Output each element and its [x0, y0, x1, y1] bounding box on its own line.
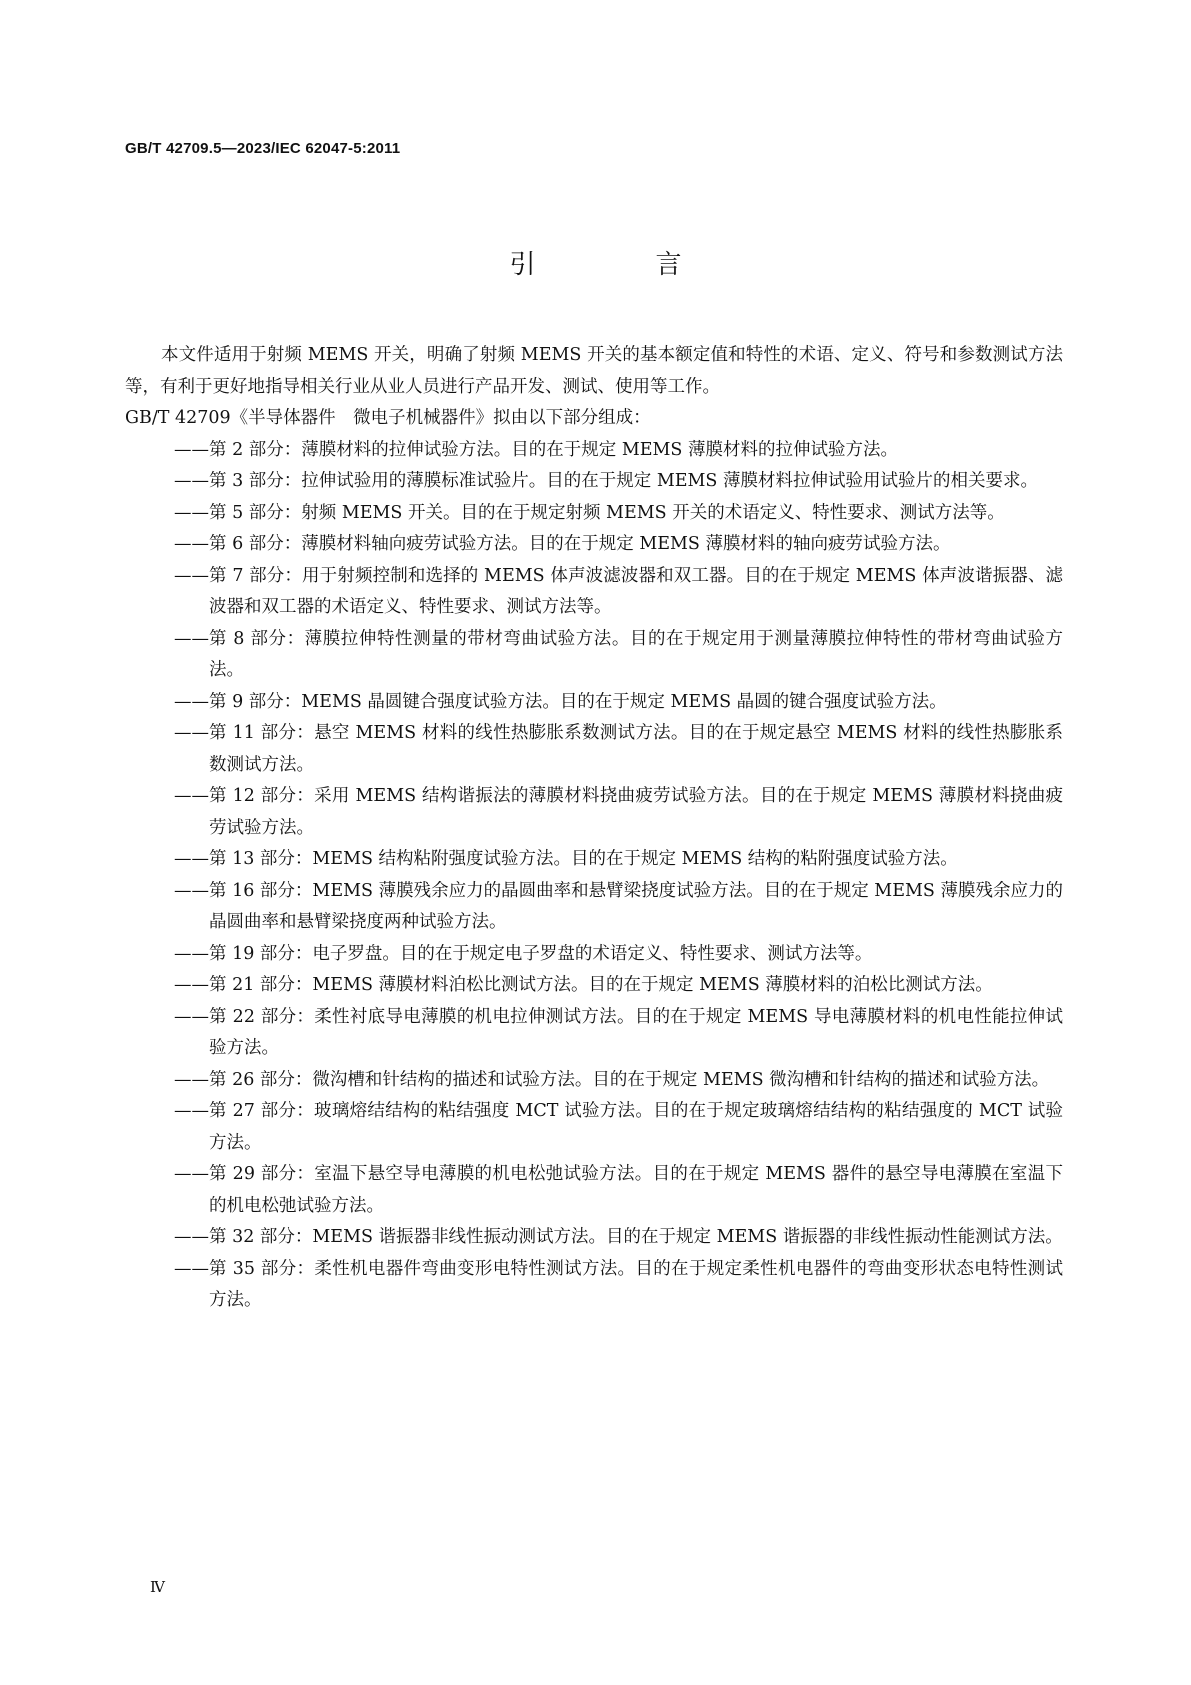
- dash-marker: ——: [174, 849, 209, 869]
- list-item: [125, 498, 1063, 530]
- list-item: [125, 781, 1063, 844]
- list-item: [125, 1002, 1063, 1065]
- list-item-text: 第 6 部分：薄膜材料轴向疲劳试验方法。目的在于规定 MEMS 薄膜材料的轴向疲劳试验方法。: [209, 534, 951, 554]
- dash-marker: ——: [174, 534, 209, 554]
- document-body: [125, 340, 1063, 1317]
- list-item-text: 第 29 部分：室温下悬空导电薄膜的机电松弛试验方法。目的在于规定 MEMS 器件的悬空导电薄膜在室温下的机电松弛试验方法。: [209, 1164, 1063, 1216]
- title-char-1: 引: [509, 250, 596, 280]
- list-item: [125, 1096, 1063, 1159]
- dash-marker: ——: [174, 1006, 209, 1027]
- dash-marker: ——: [174, 628, 209, 649]
- dash-marker: ——: [174, 975, 209, 995]
- list-item-text: 第 35 部分：柔性机电器件弯曲变形电特性测试方法。目的在于规定柔性机电器件的弯曲变形状态电特性测试方法。: [209, 1258, 1063, 1310]
- list-item: [125, 1065, 1063, 1097]
- list-item-text: 第 27 部分：玻璃熔结结构的粘结强度 MCT 试验方法。目的在于规定玻璃熔结结构的粘结强度的 MCT 试验方法。: [209, 1101, 1063, 1153]
- list-item-text: 第 22 部分：柔性衬底导电薄膜的机电拉伸测试方法。目的在于规定 MEMS 导电薄膜材料的机电性能拉伸试验方法。: [209, 1006, 1063, 1058]
- list-item: [125, 970, 1063, 1002]
- list-item-text: 第 21 部分：MEMS 薄膜材料泊松比测试方法。目的在于规定 MEMS 薄膜材料的泊松比测试方法。: [209, 975, 993, 995]
- dash-marker: ——: [174, 1258, 209, 1279]
- list-item: [125, 1254, 1063, 1317]
- list-item: [125, 1222, 1063, 1254]
- list-item: [125, 466, 1063, 498]
- list-item: [125, 876, 1063, 939]
- dash-marker: ——: [174, 880, 209, 901]
- list-item: [125, 561, 1063, 624]
- dash-marker: ——: [174, 1101, 209, 1121]
- dash-marker: ——: [174, 471, 209, 491]
- list-item-text: 第 12 部分：采用 MEMS 结构谐振法的薄膜材料挠曲疲劳试验方法。目的在于规定 MEMS 薄膜材料挠曲疲劳试验方法。: [209, 786, 1063, 838]
- list-item: [125, 1159, 1063, 1222]
- standard-code: GB/T 42709.5—2023/IEC 62047-5:2011: [125, 140, 401, 157]
- list-item-text: 第 3 部分：拉伸试验用的薄膜标准试验片。目的在于规定 MEMS 薄膜材料拉伸试验用试验片的相关要求。: [209, 471, 1038, 491]
- list-item: [125, 718, 1063, 781]
- dash-marker: ——: [174, 691, 209, 712]
- section-title: [0, 244, 1191, 281]
- dash-marker: ——: [174, 1164, 209, 1184]
- dash-marker: ——: [174, 439, 209, 460]
- list-item-text: 第 9 部分：MEMS 晶圆键合强度试验方法。目的在于规定 MEMS 晶圆的键合强度试验方法。: [209, 691, 947, 712]
- list-item: [125, 939, 1063, 971]
- title-char-2: 言: [655, 250, 742, 280]
- list-item: [125, 687, 1063, 719]
- dash-marker: ——: [174, 786, 209, 806]
- dash-marker: ——: [174, 943, 209, 964]
- dash-marker: ——: [174, 502, 209, 523]
- series-statement: GB/T 42709《半导体器件 微电子机械器件》拟由以下部分组成：: [125, 408, 651, 428]
- list-item: [125, 844, 1063, 876]
- list-item-text: 第 7 部分：用于射频控制和选择的 MEMS 体声波滤波器和双工器。目的在于规定 MEMS 体声波谐振器、滤波器和双工器的术语定义、特性要求、测试方法等。: [209, 565, 1063, 617]
- list-item-text: 第 13 部分：MEMS 结构粘附强度试验方法。目的在于规定 MEMS 结构的粘附强度试验方法。: [209, 849, 958, 869]
- list-item: [125, 435, 1063, 467]
- list-item: [125, 624, 1063, 687]
- dash-marker: ——: [174, 1069, 209, 1090]
- dash-marker: ——: [174, 565, 209, 586]
- dash-marker: ——: [174, 723, 209, 743]
- list-item-text: 第 19 部分：电子罗盘。目的在于规定电子罗盘的术语定义、特性要求、测试方法等。: [209, 943, 873, 964]
- list-item-text: 第 8 部分：薄膜拉伸特性测量的带材弯曲试验方法。目的在于规定用于测量薄膜拉伸特性的带材弯曲试验方法。: [209, 628, 1063, 680]
- standard-header: [125, 140, 400, 157]
- list-item-text: 第 32 部分：MEMS 谐振器非线性振动测试方法。目的在于规定 MEMS 谐振器的非线性振动性能测试方法。: [209, 1227, 1063, 1247]
- list-item-text: 第 2 部分：薄膜材料的拉伸试验方法。目的在于规定 MEMS 薄膜材料的拉伸试验方法。: [209, 439, 898, 460]
- dash-marker: ——: [174, 1227, 209, 1247]
- list-item-text: 第 11 部分：悬空 MEMS 材料的线性热膨胀系数测试方法。目的在于规定悬空 MEMS 材料的线性热膨胀系数测试方法。: [209, 723, 1063, 775]
- list-item: [125, 529, 1063, 561]
- list-item-text: 第 5 部分：射频 MEMS 开关。目的在于规定射频 MEMS 开关的术语定义、特性要求、测试方法等。: [209, 502, 1005, 523]
- list-item-text: 第 16 部分：MEMS 薄膜残余应力的晶圆曲率和悬臂梁挠度试验方法。目的在于规定 MEMS 薄膜残余应力的晶圆曲率和悬臂梁挠度两种试验方法。: [209, 880, 1063, 932]
- page-number: Ⅳ: [150, 1578, 165, 1596]
- list-item-text: 第 26 部分：微沟槽和针结构的描述和试验方法。目的在于规定 MEMS 微沟槽和针结构的描述和试验方法。: [209, 1069, 1050, 1090]
- intro-paragraph: 本文件适用于射频 MEMS 开关，明确了射频 MEMS 开关的基本额定值和特性的术语、定义、符号和参数测试方法等，有利于更好地指导相关行业从业人员进行产品开发、测试、使用等工作。: [125, 345, 1063, 397]
